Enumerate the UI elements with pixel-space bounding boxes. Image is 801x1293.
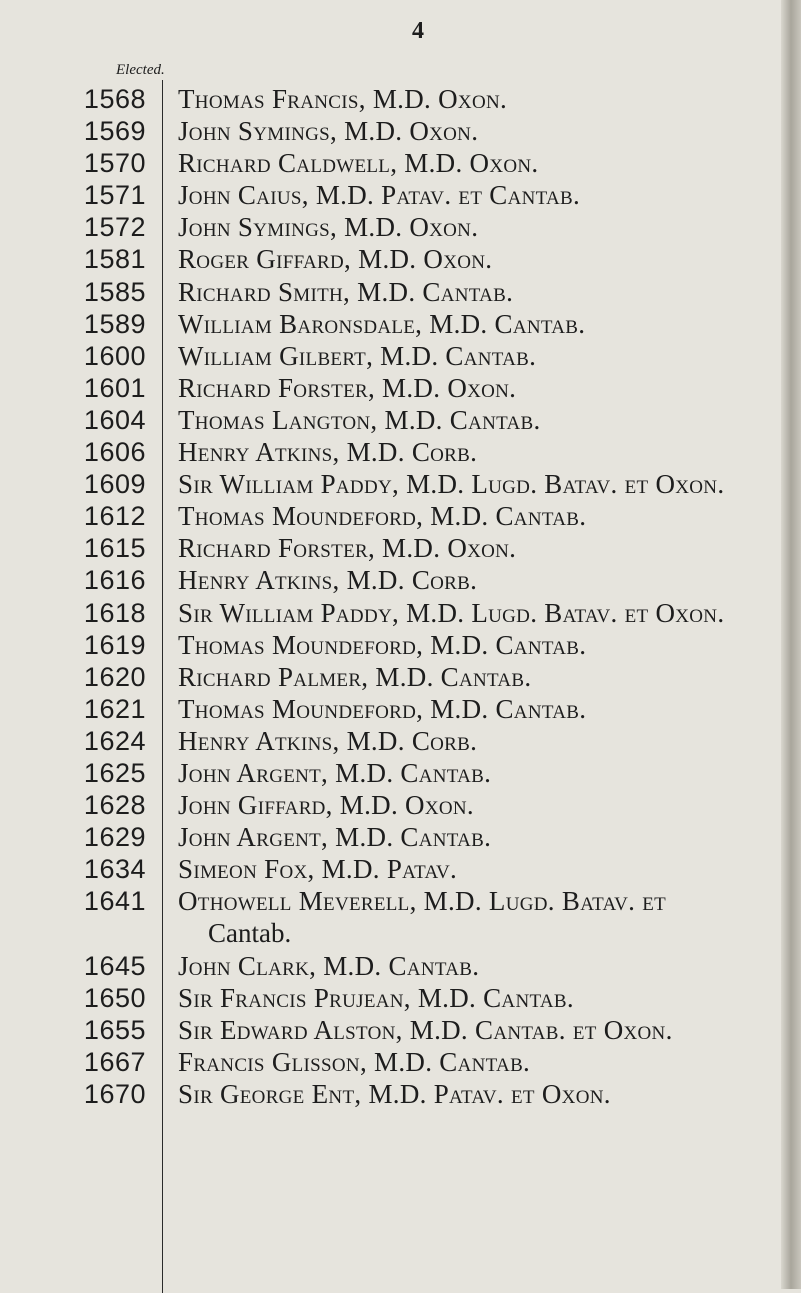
list-item: [0, 405, 790, 435]
list-item: [0, 758, 790, 788]
president-name: John Argent, M.D. Cantab.: [178, 822, 492, 853]
president-name: Simeon Fox, M.D. Patav.: [178, 854, 458, 885]
list-item: [0, 598, 790, 628]
list-item: [0, 983, 790, 1013]
election-year: 1601: [83, 372, 146, 403]
president-name: Francis Glisson, M.D. Cantab.: [178, 1046, 531, 1077]
list-item: [0, 630, 790, 660]
election-year: 1634: [83, 854, 146, 885]
president-name: Richard Caldwell, M.D. Oxon.: [178, 148, 539, 179]
election-year: 1604: [83, 404, 146, 435]
election-year: 1650: [83, 982, 146, 1013]
election-year: 1625: [83, 757, 146, 788]
president-name: William Gilbert, M.D. Cantab.: [178, 340, 537, 371]
election-year: 1618: [83, 597, 146, 628]
list-item: [0, 886, 790, 916]
election-year: 1628: [83, 790, 146, 821]
election-year: 1621: [83, 693, 146, 724]
president-name: John Clark, M.D. Cantab.: [178, 950, 480, 981]
president-name: Richard Smith, M.D. Cantab.: [178, 276, 514, 307]
president-name: Sir William Paddy, M.D. Lugd. Batav. et Oxon.: [178, 597, 725, 628]
election-year: 1609: [83, 469, 146, 500]
presidents-list: [0, 84, 790, 1111]
list-item: [0, 116, 790, 146]
list-item: [0, 854, 790, 884]
list-item: [0, 244, 790, 274]
election-year: 1612: [83, 501, 146, 532]
election-year: 1571: [83, 180, 146, 211]
list-item: [0, 277, 790, 307]
election-year: 1620: [83, 661, 146, 692]
election-year: 1655: [83, 1014, 146, 1045]
president-name: Henry Atkins, M.D. Corb.: [178, 725, 478, 756]
list-item: [0, 1047, 790, 1077]
president-name: Thomas Moundeford, M.D. Cantab.: [178, 629, 587, 660]
president-name: Richard Forster, M.D. Oxon.: [178, 372, 517, 403]
list-item: [0, 341, 790, 371]
election-year: 1569: [83, 116, 146, 147]
president-name: Sir Edward Alston, M.D. Cantab. et Oxon.: [178, 1014, 673, 1045]
president-name: John Symings, M.D. Oxon.: [178, 212, 479, 243]
election-year: 1600: [83, 340, 146, 371]
election-year: 1585: [83, 276, 146, 307]
election-year: 1572: [83, 212, 146, 243]
list-item: [0, 790, 790, 820]
list-item: [0, 373, 790, 403]
president-name: Thomas Moundeford, M.D. Cantab.: [178, 501, 587, 532]
list-item: [0, 148, 790, 178]
election-year: 1615: [83, 533, 146, 564]
election-year: 1568: [83, 84, 146, 114]
list-item: [0, 662, 790, 692]
list-item: [0, 84, 790, 114]
president-name: Othowell Meverell, M.D. Lugd. Batav. et: [178, 886, 667, 917]
list-item: [0, 180, 790, 210]
list-item: [0, 565, 790, 595]
list-item: [0, 1079, 790, 1109]
list-item: [0, 212, 790, 242]
election-year: 1581: [83, 244, 146, 275]
list-item: [0, 951, 790, 981]
president-name: John Caius, M.D. Patav. et Cantab.: [178, 180, 581, 211]
list-item: [0, 533, 790, 563]
elected-column-header: Elected.: [116, 62, 165, 78]
election-year: 1589: [83, 308, 146, 339]
list-item: [0, 694, 790, 724]
election-year: 1619: [83, 629, 146, 660]
list-item: [0, 1015, 790, 1045]
election-year: 1645: [83, 950, 146, 981]
president-name: John Argent, M.D. Cantab.: [178, 757, 492, 788]
list-item: [0, 437, 790, 467]
election-year: 1670: [83, 1078, 146, 1109]
president-name: William Baronsdale, M.D. Cantab.: [178, 308, 586, 339]
president-name: Richard Palmer, M.D. Cantab.: [178, 661, 532, 692]
election-year: 1616: [83, 565, 146, 596]
president-name: Thomas Langton, M.D. Cantab.: [178, 404, 541, 435]
president-name: John Symings, M.D. Oxon.: [178, 116, 479, 147]
president-name: John Giffard, M.D. Oxon.: [178, 790, 474, 821]
list-item: [0, 822, 790, 852]
list-item: [0, 309, 790, 339]
president-name-continuation: Cantab.: [208, 918, 292, 949]
election-year: 1629: [83, 822, 146, 853]
election-year: 1570: [83, 148, 146, 179]
list-item: [0, 469, 790, 499]
president-name: Henry Atkins, M.D. Corb.: [178, 437, 478, 468]
president-name: Roger Giffard, M.D. Oxon.: [178, 244, 493, 275]
president-name: Richard Forster, M.D. Oxon.: [178, 533, 517, 564]
page-number: 4: [412, 18, 424, 44]
president-name: Thomas Francis, M.D. Oxon.: [178, 84, 508, 114]
election-year: 1667: [83, 1046, 146, 1077]
president-name: Thomas Moundeford, M.D. Cantab.: [178, 693, 587, 724]
president-name: Sir Francis Prujean, M.D. Cantab.: [178, 982, 574, 1013]
list-item: [0, 501, 790, 531]
list-item: [0, 726, 790, 756]
election-year: 1641: [83, 886, 146, 917]
election-year: 1606: [83, 437, 146, 468]
president-name: Sir George Ent, M.D. Patav. et Oxon.: [178, 1078, 611, 1109]
president-name: Sir William Paddy, M.D. Lugd. Batav. et Oxon.: [178, 469, 725, 500]
president-name: Henry Atkins, M.D. Corb.: [178, 565, 478, 596]
election-year: 1624: [83, 725, 146, 756]
